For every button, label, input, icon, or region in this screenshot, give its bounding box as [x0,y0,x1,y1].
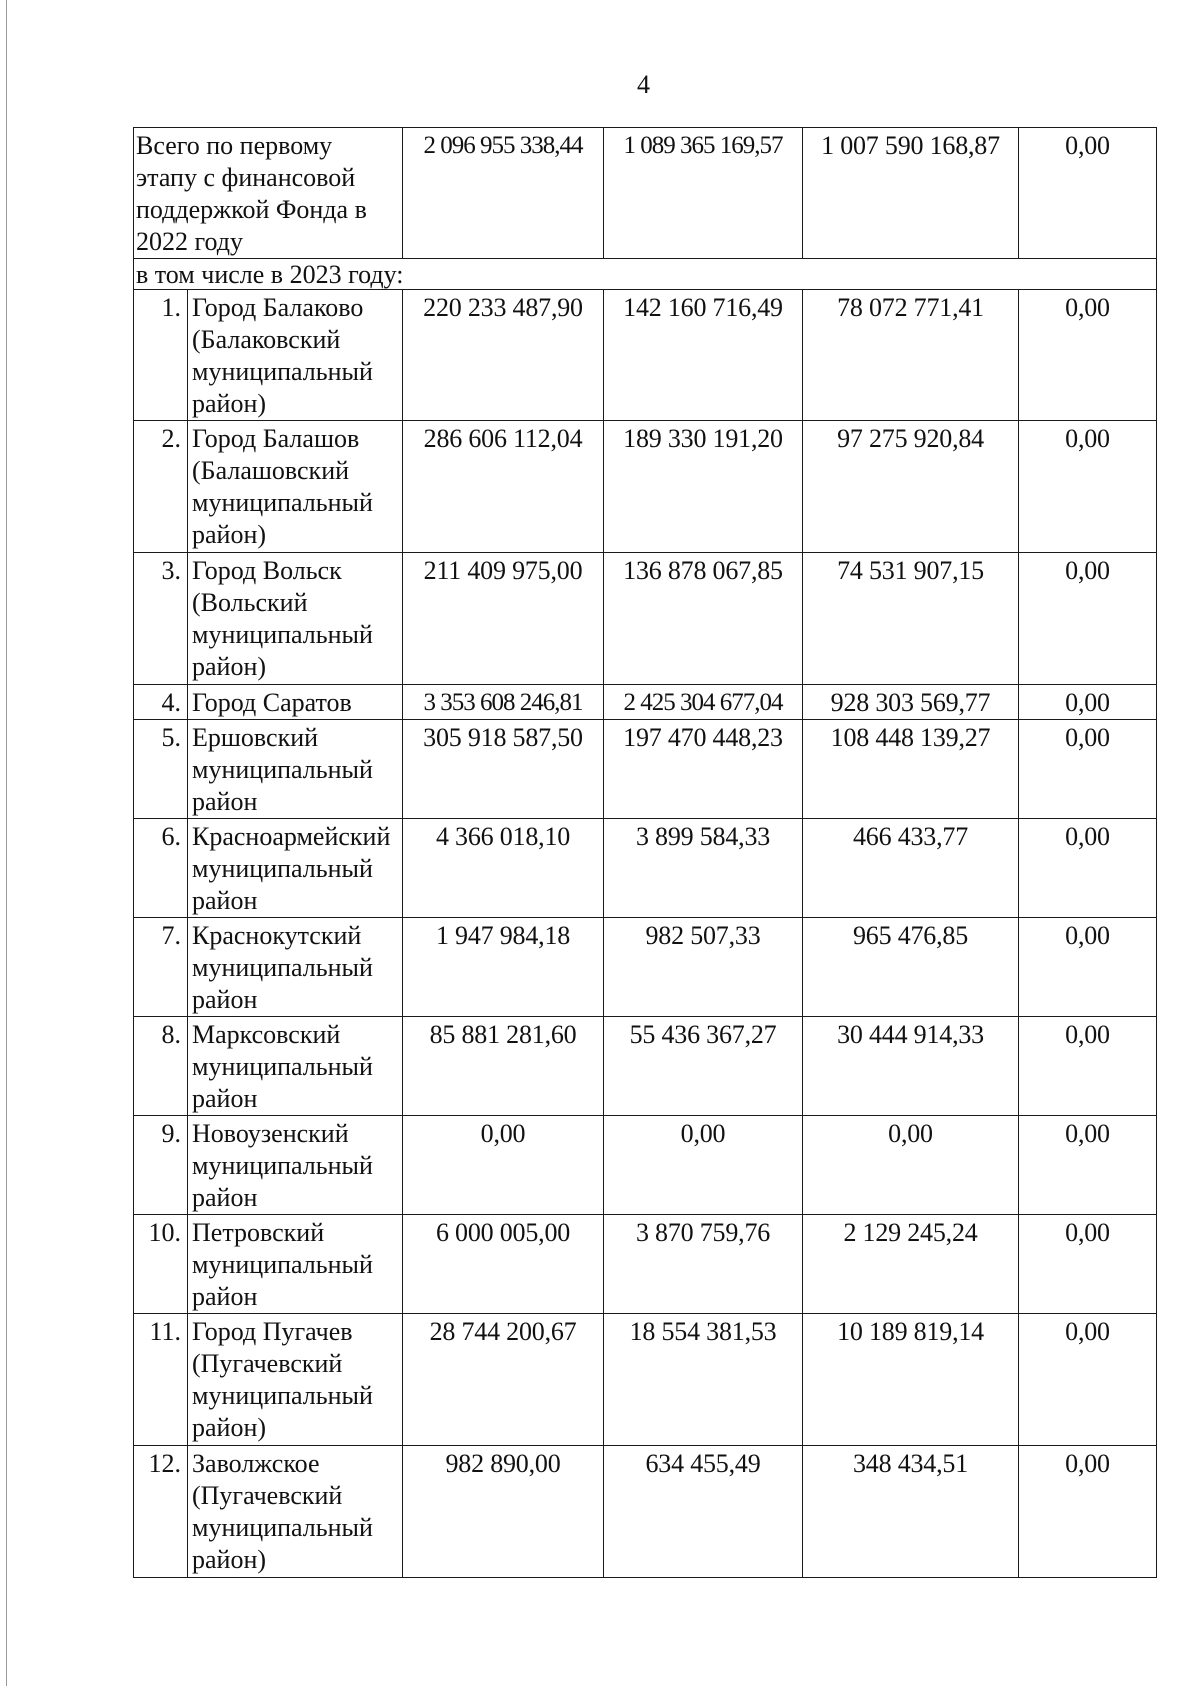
row-number: 3. [134,553,188,685]
summary-row [134,128,1157,259]
row-total: 3 353 608 246,81 [403,685,604,720]
row-col3: 10 189 819,14 [803,1314,1019,1446]
row-total: 286 606 112,04 [403,421,604,553]
row-col2: 197 470 448,23 [604,720,803,819]
row-number: 5. [134,720,188,819]
row-name: Город Вольск (Вольский муниципальный район) [188,553,403,685]
row-name: Краснокутский муниципальный район [188,918,403,1017]
row-col3: 965 476,85 [803,918,1019,1017]
row-name: Марксовский муниципальный район [188,1017,403,1116]
row-col3: 0,00 [803,1116,1019,1215]
row-col2: 3 899 584,33 [604,819,803,918]
table-row [134,1446,1157,1578]
row-col4: 0,00 [1019,1116,1157,1215]
row-name: Город Саратов [188,685,403,720]
row-total: 305 918 587,50 [403,720,604,819]
row-number: 11. [134,1314,188,1446]
row-name: Город Пугачев (Пугачевский муниципальный район) [188,1314,403,1446]
summary-label: Всего по первому этапу с финансовой поддержкой Фонда в 2022 году [134,128,403,259]
subheading-row [134,259,1157,290]
table-row [134,918,1157,1017]
row-col2: 142 160 716,49 [604,290,803,421]
row-col3: 97 275 920,84 [803,421,1019,553]
summary-col3: 1 007 590 168,87 [803,128,1019,259]
row-col4: 0,00 [1019,1314,1157,1446]
row-total: 982 890,00 [403,1446,604,1578]
summary-total: 2 096 955 338,44 [403,128,604,259]
row-number: 8. [134,1017,188,1116]
row-col3: 30 444 914,33 [803,1017,1019,1116]
row-number: 10. [134,1215,188,1314]
table-row [134,290,1157,421]
row-col3: 78 072 771,41 [803,290,1019,421]
row-total: 28 744 200,67 [403,1314,604,1446]
row-number: 1. [134,290,188,421]
table-row [134,1116,1157,1215]
summary-col4: 0,00 [1019,128,1157,259]
row-name: Новоузенский муниципальный район [188,1116,403,1215]
table-row [134,553,1157,685]
row-number: 2. [134,421,188,553]
row-col3: 348 434,51 [803,1446,1019,1578]
row-col4: 0,00 [1019,720,1157,819]
row-total: 85 881 281,60 [403,1017,604,1116]
table-row [134,1215,1157,1314]
row-col2: 189 330 191,20 [604,421,803,553]
row-col4: 0,00 [1019,421,1157,553]
row-col2: 2 425 304 677,04 [604,685,803,720]
row-col2: 982 507,33 [604,918,803,1017]
row-total: 220 233 487,90 [403,290,604,421]
row-name: Петровский муниципальный район [188,1215,403,1314]
row-col2: 0,00 [604,1116,803,1215]
row-col4: 0,00 [1019,290,1157,421]
row-total: 6 000 005,00 [403,1215,604,1314]
row-col2: 3 870 759,76 [604,1215,803,1314]
table-row [134,1017,1157,1116]
row-col3: 108 448 139,27 [803,720,1019,819]
funding-table [133,127,1157,1578]
row-col4: 0,00 [1019,1017,1157,1116]
row-col2: 634 455,49 [604,1446,803,1578]
row-number: 6. [134,819,188,918]
page-number: 4 [637,70,650,99]
scan-edge-line [6,0,7,1686]
row-number: 9. [134,1116,188,1215]
row-col2: 18 554 381,53 [604,1314,803,1446]
row-number: 12. [134,1446,188,1578]
table-row [134,685,1157,720]
row-col4: 0,00 [1019,918,1157,1017]
row-name: Город Балаково (Балаковский муниципальный район) [188,290,403,421]
row-name: Ершовский муниципальный район [188,720,403,819]
row-total: 0,00 [403,1116,604,1215]
summary-col2: 1 089 365 169,57 [604,128,803,259]
row-col3: 2 129 245,24 [803,1215,1019,1314]
row-name: Заволжское (Пугачевский муниципальный район) [188,1446,403,1578]
row-col2: 55 436 367,27 [604,1017,803,1116]
row-col3: 466 433,77 [803,819,1019,918]
row-col4: 0,00 [1019,685,1157,720]
row-name: Красноармейский муниципальный район [188,819,403,918]
row-name: Город Балашов (Балашовский муниципальный район) [188,421,403,553]
row-col4: 0,00 [1019,553,1157,685]
table-row [134,1314,1157,1446]
row-total: 4 366 018,10 [403,819,604,918]
row-col4: 0,00 [1019,1446,1157,1578]
row-total: 1 947 984,18 [403,918,604,1017]
row-col2: 136 878 067,85 [604,553,803,685]
table-row [134,819,1157,918]
table-row [134,720,1157,819]
row-col4: 0,00 [1019,819,1157,918]
table-row [134,421,1157,553]
subheading: в том числе в 2023 году: [134,259,1157,290]
row-col3: 74 531 907,15 [803,553,1019,685]
row-col3: 928 303 569,77 [803,685,1019,720]
row-number: 7. [134,918,188,1017]
row-total: 211 409 975,00 [403,553,604,685]
row-col4: 0,00 [1019,1215,1157,1314]
row-number: 4. [134,685,188,720]
